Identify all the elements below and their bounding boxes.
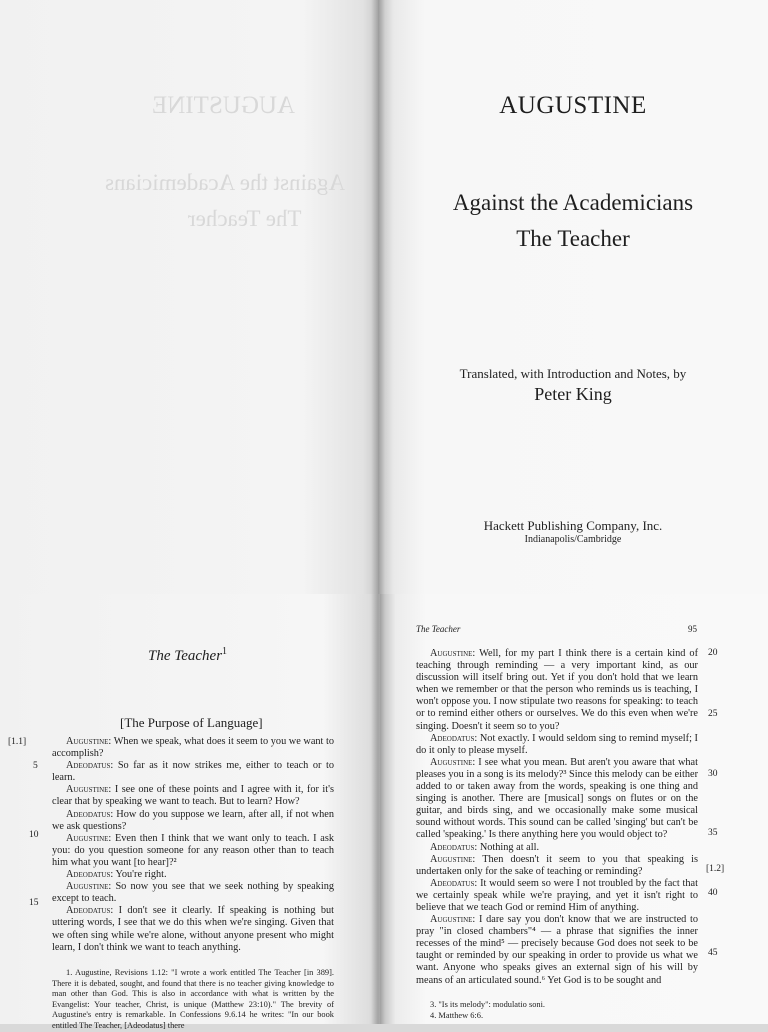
line-number: 40 [708, 888, 718, 898]
dialogue-paragraph: Augustine: Well, for my part I think there is a certain kind of teaching through reminding — a very important kind, as our discussion will itself bring out. Yet if you don't hold that we learn when we remember or that the person who reminds us is teaching, I won't oppose you. I now stipulate two reasons for speaking: to teach or to remind either others or ourselves. We do this even when we're singing. Doesn't it seem so to you? [416, 648, 698, 732]
show-through-text: The Teacher [188, 206, 302, 231]
book-title-line-2: The Teacher [516, 226, 630, 251]
footnote: 1. Augustine, Revisions 1.12: "I wrote a work entitled The Teacher [in 389]. There it is debated, sought, and found that there is no teacher giving knowledge to man other than God. This is also in accordance with what is written by the Evangelist: Your teacher, Christ, is unique (Matthew 23:10)." The brevity of Augustine's entry is remarkable. In Confessions 9.6.14 he writes: "In our book entitled The Teacher, [Adeodatus] there [52, 968, 334, 1030]
book-gutter-shadow [371, 0, 385, 1024]
blank-verso-page [0, 0, 378, 594]
body-text [416, 648, 698, 987]
title-page [378, 0, 768, 594]
line-number: 45 [708, 948, 718, 958]
section-heading: [The Purpose of Language] [120, 715, 263, 730]
section-marker: [1.2] [706, 864, 725, 874]
show-through-text: Against the Academicians [105, 170, 346, 195]
dialogue-paragraph: Augustine: I dare say you don't know that we are instructed to pray "in closed chambers"⁴ — a phrase that signifies the inner recesses of the mind⁵ — precisely because God does not seek to be taught or reminded by our speaking in order to provide us what we want. Anyone who speaks gives an external sign of his will by means of an articulated sound.⁶ Yet God is to be sought and [416, 914, 698, 986]
line-number: 15 [29, 898, 39, 908]
dialogue-paragraph: Augustine: So now you see that we seek nothing by speaking except to teach. [52, 881, 334, 905]
dialogue-paragraph: Adeodatus: So far as it now strikes me, either to teach or to learn. [52, 760, 334, 784]
dialogue-paragraph: Adeodatus: How do you suppose we learn, after all, if not when we ask questions? [52, 808, 334, 832]
line-number: 20 [708, 648, 718, 658]
footnotes [416, 1000, 698, 1021]
chapter-note-ref: 1 [222, 646, 228, 657]
dialogue-paragraph: Augustine: I see one of these points and I agree with it, for it's clear that by speaking we want to teach. But to learn? How? [52, 784, 334, 808]
line-number: 25 [708, 709, 718, 719]
section-marker: [1.1] [8, 737, 27, 747]
dialogue-paragraph: Adeodatus: Nothing at all. [430, 841, 540, 853]
dialogue-paragraph: Augustine: Even then I think that we want only to teach. I ask you: do you question someone for any reason other than to teach him what you want [to hear]?² [52, 832, 334, 868]
dialogue-paragraph: Adeodatus: I don't see it clearly. If speaking is nothing but uttering words, I see that we do this when we're singing. Given that we often sing while we're alone, without anyone present who might learn, I don't think we want to teach anything. [52, 905, 334, 953]
line-number: 30 [708, 769, 718, 779]
page-number: 95 [688, 624, 697, 634]
translation-credit: Translated, with Introduction and Notes, by [459, 366, 687, 381]
dialogue-paragraph: Adeodatus: It would seem so were I not troubled by the fact that we certainly speak while we're praying, and yet it isn't right to believe that we teach God or remind Him of anything. [416, 877, 698, 913]
author-name: AUGUSTINE [499, 92, 647, 119]
publisher-place: Indianapolis/Cambridge [524, 534, 622, 545]
dialogue-paragraph: Augustine: When we speak, what does it seem to you we want to accomplish? [52, 736, 334, 760]
body-text [52, 736, 334, 954]
show-through-text: AUGUSTINE [152, 92, 296, 119]
running-head: The Teacher [416, 624, 461, 634]
chapter-title: The Teacher$^1$ [148, 646, 228, 664]
left-text-page [0, 594, 380, 1030]
translator-name: Peter King [534, 384, 612, 404]
footnote: 3. "Is its melody": modulatio soni. [430, 1000, 546, 1009]
dialogue-paragraph: Augustine: I see what you mean. But aren't you aware that what pleases you in a song is its melody?³ Since this melody can be either added to or taken away from the words, speaking is one thing and singing is another. There are [musical] songs on flutes or on the guitar, and birds sing, and we occasionally make some musical sound without words. This sound can be called 'singing' but can't be called 'speaking.' Is there anything here you would object to? [416, 756, 698, 841]
dialogue-paragraph: Augustine: Then doesn't it seem to you that speaking is undertaken only for the sake of teaching or reminding? [416, 853, 699, 877]
line-number: 10 [29, 830, 39, 840]
book-title-line-1: Against the Academicians [452, 190, 694, 215]
right-text-page [380, 594, 768, 1024]
footnote: 4. Matthew 6:6. [430, 1010, 484, 1020]
line-number: 35 [708, 828, 718, 838]
line-number: 5 [33, 761, 38, 771]
dialogue-paragraph: Adeodatus: You're right. [66, 869, 167, 881]
publisher-name: Hackett Publishing Company, Inc. [483, 518, 663, 533]
dialogue-paragraph: Adeodatus: Not exactly. I would seldom sing to remind myself; I do it only to please myself. [416, 732, 698, 756]
